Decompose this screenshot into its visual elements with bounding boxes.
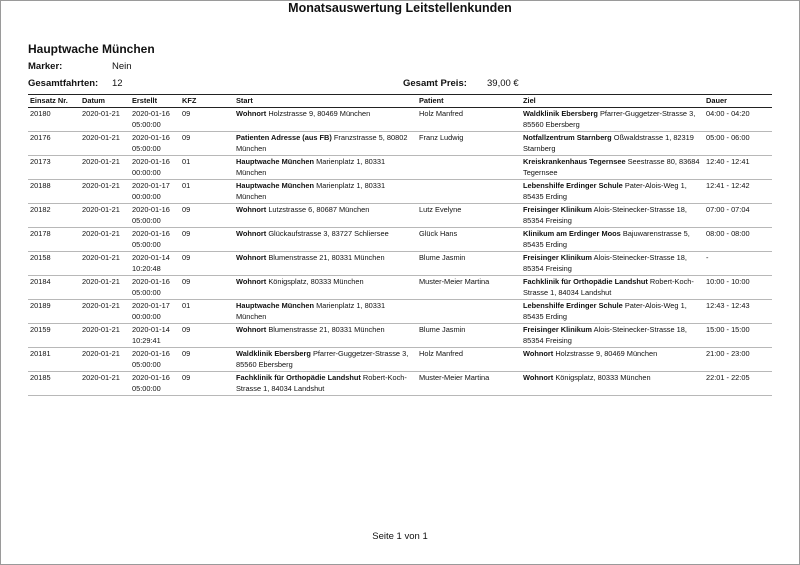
start-name: Wohnort — [236, 253, 267, 262]
erstellt-time: 10:20:48 — [132, 263, 161, 273]
column-header: KFZ — [180, 95, 234, 108]
kfz-cell: 09 — [180, 108, 234, 132]
column-header: Datum — [80, 95, 130, 108]
erstellt-time: 05:00:00 — [132, 143, 161, 153]
table-row — [28, 252, 772, 276]
start-cell — [234, 324, 417, 348]
dauer-cell: 04:00 - 04:20 — [704, 108, 772, 132]
ziel-address: Holzstrasse 9, 80469 München — [555, 349, 658, 358]
erstellt-time: 10:29:41 — [132, 335, 161, 345]
datum-cell: 2020-01-21 — [80, 300, 130, 324]
einsatz-nr-cell: 20178 — [28, 228, 80, 252]
erstellt-time: 00:00:00 — [132, 167, 161, 177]
datum-cell: 2020-01-21 — [80, 372, 130, 396]
dauer-cell: 21:00 - 23:00 — [704, 348, 772, 372]
start-name: Patienten Adresse (aus FB) — [236, 133, 332, 142]
ziel-cell — [521, 228, 704, 252]
erstellt-time: 00:00:00 — [132, 191, 161, 201]
start-address: Holzstrasse 9, 80469 München — [268, 109, 371, 118]
start-cell — [234, 348, 417, 372]
start-address: Pfarrer-Guggetzer-Strasse 3, 85560 Ebersberg — [236, 349, 409, 369]
start-address: Blumenstrasse 21, 80331 München — [268, 325, 385, 334]
trips-table — [28, 94, 772, 396]
start-cell — [234, 276, 417, 300]
erstellt-cell — [130, 180, 180, 204]
einsatz-nr-cell: 20173 — [28, 156, 80, 180]
start-cell — [234, 228, 417, 252]
ziel-name: Notfallzentrum Starnberg — [523, 133, 612, 142]
table-row — [28, 108, 772, 132]
start-name: Wohnort — [236, 325, 267, 334]
datum-cell: 2020-01-21 — [80, 180, 130, 204]
column-header: Start — [234, 95, 417, 108]
ziel-address: Bajuwarenstrasse 5, 85435 Erding — [523, 229, 690, 249]
start-cell — [234, 252, 417, 276]
patient-cell: Lutz Evelyne — [417, 204, 521, 228]
erstellt-cell — [130, 372, 180, 396]
erstellt-date: 2020-01-16 — [132, 157, 170, 166]
einsatz-nr-cell: 20158 — [28, 252, 80, 276]
dauer-cell: 05:00 - 06:00 — [704, 132, 772, 156]
ziel-address: Alois-Steinecker-Strasse 18, 85354 Freising — [523, 325, 687, 345]
start-name: Hauptwache München — [236, 301, 315, 310]
dauer-cell: 12:41 - 12:42 — [704, 180, 772, 204]
ziel-name: Kreiskrankenhaus Tegernsee — [523, 157, 626, 166]
erstellt-time: 05:00:00 — [132, 287, 161, 297]
start-name: Fachklinik für Orthopädie Landshut — [236, 373, 361, 382]
erstellt-cell — [130, 276, 180, 300]
einsatz-nr-cell: 20185 — [28, 372, 80, 396]
gesamtpreis-value: 39,00 € — [487, 78, 519, 89]
start-address: Marienplatz 1, 80331 München — [236, 181, 386, 201]
ziel-name: Lebenshilfe Erdinger Schule — [523, 181, 623, 190]
start-cell — [234, 108, 417, 132]
ziel-cell — [521, 132, 704, 156]
start-cell — [234, 204, 417, 228]
patient-cell: Blume Jasmin — [417, 324, 521, 348]
erstellt-date: 2020-01-16 — [132, 277, 170, 286]
table-row — [28, 348, 772, 372]
ziel-cell — [521, 156, 704, 180]
patient-cell — [417, 300, 521, 324]
start-name: Wohnort — [236, 109, 267, 118]
table-row — [28, 156, 772, 180]
erstellt-date: 2020-01-17 — [132, 301, 170, 310]
table-row — [28, 204, 772, 228]
erstellt-date: 2020-01-14 — [132, 253, 170, 262]
column-header: Einsatz Nr. — [28, 95, 80, 108]
einsatz-nr-cell: 20159 — [28, 324, 80, 348]
ziel-cell — [521, 204, 704, 228]
start-cell — [234, 180, 417, 204]
datum-cell: 2020-01-21 — [80, 132, 130, 156]
ziel-cell — [521, 252, 704, 276]
erstellt-cell — [130, 252, 180, 276]
erstellt-time: 05:00:00 — [132, 119, 161, 129]
marker-label: Marker: — [28, 61, 63, 72]
kfz-cell: 09 — [180, 372, 234, 396]
start-name: Waldklinik Ebersberg — [236, 349, 311, 358]
erstellt-time: 05:00:00 — [132, 215, 161, 225]
erstellt-cell — [130, 228, 180, 252]
dauer-cell: 12:43 - 12:43 — [704, 300, 772, 324]
dauer-cell: 08:00 - 08:00 — [704, 228, 772, 252]
ziel-name: Waldklinik Ebersberg — [523, 109, 598, 118]
start-name: Wohnort — [236, 205, 267, 214]
start-address: Marienplatz 1, 80331 München — [236, 301, 386, 321]
einsatz-nr-cell: 20180 — [28, 108, 80, 132]
erstellt-date: 2020-01-16 — [132, 229, 170, 238]
ziel-cell — [521, 300, 704, 324]
dauer-cell: 22:01 - 22:05 — [704, 372, 772, 396]
ziel-cell — [521, 372, 704, 396]
datum-cell: 2020-01-21 — [80, 276, 130, 300]
erstellt-date: 2020-01-16 — [132, 373, 170, 382]
gesamtpreis-label: Gesamt Preis: — [403, 78, 467, 89]
erstellt-cell — [130, 204, 180, 228]
datum-cell: 2020-01-21 — [80, 348, 130, 372]
column-header: Patient — [417, 95, 521, 108]
report-title: Monatsauswertung Leitstellenkunden — [288, 1, 512, 15]
kfz-cell: 09 — [180, 348, 234, 372]
station-heading: Hauptwache München — [28, 42, 155, 56]
erstellt-cell — [130, 108, 180, 132]
patient-cell: Muster-Meier Martina — [417, 372, 521, 396]
ziel-cell — [521, 180, 704, 204]
erstellt-date: 2020-01-16 — [132, 133, 170, 142]
table-row — [28, 180, 772, 204]
ziel-address: Oßwaldstrasse 1, 82319 Starnberg — [523, 133, 694, 153]
kfz-cell: 09 — [180, 204, 234, 228]
erstellt-date: 2020-01-16 — [132, 205, 170, 214]
ziel-address: Robert-Koch-Strasse 1, 84034 Landshut — [523, 277, 694, 297]
patient-cell: Franz Ludwig — [417, 132, 521, 156]
table-row — [28, 276, 772, 300]
ziel-cell — [521, 276, 704, 300]
ziel-address: Pater-Alois-Weg 1, 85435 Erding — [523, 301, 687, 321]
dauer-cell: - — [704, 252, 772, 276]
einsatz-nr-cell: 20188 — [28, 180, 80, 204]
ziel-address: Seestrasse 80, 83684 Tegernsee — [523, 157, 700, 177]
ziel-name: Freisinger Klinikum — [523, 325, 592, 334]
page-footer: Seite 1 von 1 — [372, 531, 428, 542]
marker-value: Nein — [112, 61, 132, 72]
kfz-cell: 09 — [180, 132, 234, 156]
kfz-cell: 09 — [180, 252, 234, 276]
start-cell — [234, 300, 417, 324]
ziel-name: Wohnort — [523, 373, 554, 382]
kfz-cell: 09 — [180, 228, 234, 252]
start-address: Blumenstrasse 21, 80331 München — [268, 253, 385, 262]
dauer-cell: 12:40 - 12:41 — [704, 156, 772, 180]
table-row — [28, 324, 772, 348]
start-address: Lutzstrasse 6, 80687 München — [268, 205, 370, 214]
datum-cell: 2020-01-21 — [80, 156, 130, 180]
dauer-cell: 07:00 - 07:04 — [704, 204, 772, 228]
start-cell — [234, 156, 417, 180]
ziel-name: Freisinger Klinikum — [523, 253, 592, 262]
erstellt-date: 2020-01-14 — [132, 325, 170, 334]
einsatz-nr-cell: 20181 — [28, 348, 80, 372]
erstellt-time: 05:00:00 — [132, 359, 161, 369]
ziel-address: Königsplatz, 80333 München — [555, 373, 651, 382]
erstellt-cell — [130, 156, 180, 180]
dauer-cell: 15:00 - 15:00 — [704, 324, 772, 348]
kfz-cell: 01 — [180, 300, 234, 324]
start-name: Wohnort — [236, 229, 267, 238]
datum-cell: 2020-01-21 — [80, 252, 130, 276]
start-cell — [234, 132, 417, 156]
kfz-cell: 01 — [180, 156, 234, 180]
datum-cell: 2020-01-21 — [80, 324, 130, 348]
erstellt-time: 00:00:00 — [132, 311, 161, 321]
patient-cell: Holz Manfred — [417, 108, 521, 132]
kfz-cell: 01 — [180, 180, 234, 204]
start-cell — [234, 372, 417, 396]
table-row — [28, 300, 772, 324]
ziel-address: Alois-Steinecker-Strasse 18, 85354 Freising — [523, 253, 687, 273]
erstellt-date: 2020-01-16 — [132, 349, 170, 358]
einsatz-nr-cell: 20176 — [28, 132, 80, 156]
einsatz-nr-cell: 20184 — [28, 276, 80, 300]
patient-cell: Holz Manfred — [417, 348, 521, 372]
start-name: Hauptwache München — [236, 181, 315, 190]
start-address: Franzstrasse 5, 80802 München — [236, 133, 408, 153]
erstellt-date: 2020-01-16 — [132, 109, 170, 118]
erstellt-cell — [130, 132, 180, 156]
gesamtfahrten-label: Gesamtfahrten: — [28, 78, 99, 89]
erstellt-time: 05:00:00 — [132, 383, 161, 393]
erstellt-time: 05:00:00 — [132, 239, 161, 249]
start-address: Robert-Koch-Strasse 1, 84034 Landshut — [236, 373, 407, 393]
ziel-name: Lebenshilfe Erdinger Schule — [523, 301, 623, 310]
erstellt-cell — [130, 300, 180, 324]
ziel-cell — [521, 108, 704, 132]
kfz-cell: 09 — [180, 324, 234, 348]
patient-cell: Blume Jasmin — [417, 252, 521, 276]
patient-cell — [417, 180, 521, 204]
ziel-cell — [521, 324, 704, 348]
start-name: Hauptwache München — [236, 157, 315, 166]
column-header: Erstellt — [130, 95, 180, 108]
ziel-address: Pfarrer-Guggetzer-Strasse 3, 85560 Ebersberg — [523, 109, 696, 129]
ziel-name: Fachklinik für Orthopädie Landshut — [523, 277, 648, 286]
ziel-address: Alois-Steinecker-Strasse 18, 85354 Freising — [523, 205, 687, 225]
datum-cell: 2020-01-21 — [80, 204, 130, 228]
patient-cell: Glück Hans — [417, 228, 521, 252]
table-row — [28, 372, 772, 396]
start-address: Marienplatz 1, 80331 München — [236, 157, 386, 177]
ziel-address: Pater-Alois-Weg 1, 85435 Erding — [523, 181, 687, 201]
ziel-name: Klinikum am Erdinger Moos — [523, 229, 621, 238]
table-header-row — [28, 95, 772, 108]
einsatz-nr-cell: 20182 — [28, 204, 80, 228]
table-row — [28, 228, 772, 252]
erstellt-cell — [130, 348, 180, 372]
table-row — [28, 132, 772, 156]
datum-cell: 2020-01-21 — [80, 108, 130, 132]
datum-cell: 2020-01-21 — [80, 228, 130, 252]
ziel-name: Freisinger Klinikum — [523, 205, 592, 214]
erstellt-cell — [130, 324, 180, 348]
erstellt-date: 2020-01-17 — [132, 181, 170, 190]
column-header: Ziel — [521, 95, 704, 108]
ziel-name: Wohnort — [523, 349, 554, 358]
patient-cell: Muster-Meier Martina — [417, 276, 521, 300]
start-address: Glückaufstrasse 3, 83727 Schliersee — [268, 229, 389, 238]
dauer-cell: 10:00 - 10:00 — [704, 276, 772, 300]
kfz-cell: 09 — [180, 276, 234, 300]
start-address: Königsplatz, 80333 München — [268, 277, 364, 286]
ziel-cell — [521, 348, 704, 372]
start-name: Wohnort — [236, 277, 267, 286]
gesamtfahrten-value: 12 — [112, 78, 123, 89]
column-header: Dauer — [704, 95, 772, 108]
einsatz-nr-cell: 20189 — [28, 300, 80, 324]
patient-cell — [417, 156, 521, 180]
